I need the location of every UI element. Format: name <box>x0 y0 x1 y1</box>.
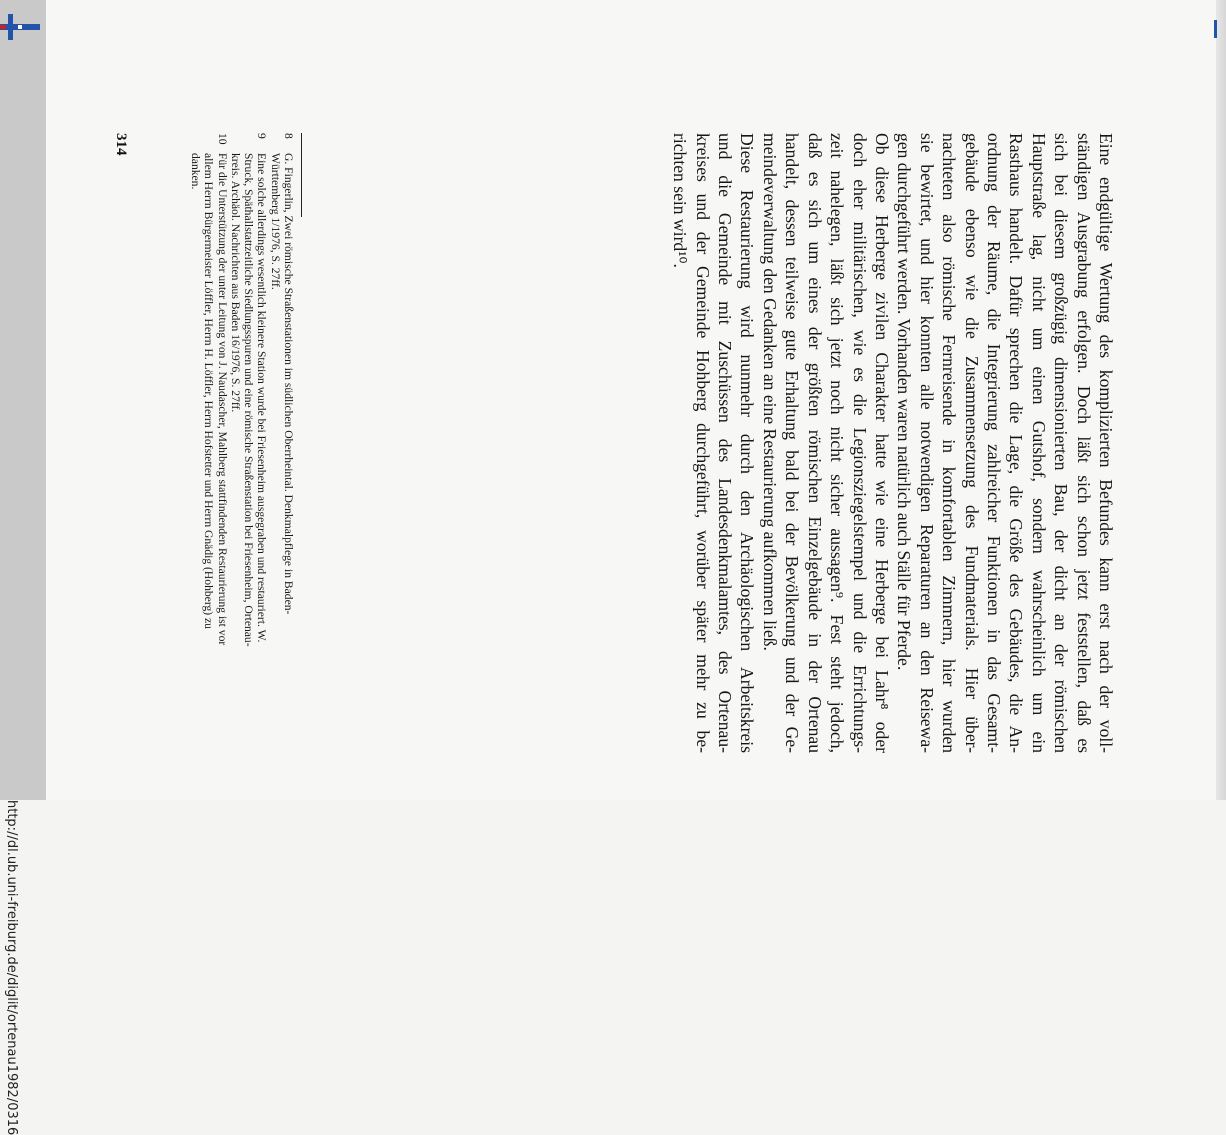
text-line: gebäude ebenso wie die Zusammensetzung des Fundmaterials. Hier über- <box>961 133 982 753</box>
text-line: sich bei diesem großzügig dimensionierten Bau, der dicht an der römischen <box>1051 133 1072 753</box>
page-number: 314 <box>113 133 129 156</box>
library-logo-icon <box>0 14 40 40</box>
footnote-number: 8 <box>282 133 295 139</box>
footnote-line: Württemberg 1/1976, S. 27ff. <box>268 153 282 290</box>
footnote-line: Für die Unterstützung der unter Leitung von J. Naudascher, Mahlberg stattfindenden Restaurierung ist vor <box>215 153 229 646</box>
text-line: sie bewirtet, und hier konnten alle notwendigen Reparaturen an den Reisewa- <box>916 133 937 753</box>
text-line: und die Gemeinde mit Zuschüssen des Landesdenkmalamtes, des Ortenau- <box>715 133 736 753</box>
text-line: Hauptstraße lag, nicht um einen Gutshof, sondern wahrscheinlich um ein <box>1028 133 1049 753</box>
watermark <box>0 800 20 1135</box>
page-edge-shadow <box>1216 0 1226 800</box>
text-line: daß es sich um eines der größten römischen Einzelgebäude in der Ortenau <box>804 133 825 753</box>
text-line: kreises und der Gemeinde Hohberg durchgeführt, worüber später mehr zu be- <box>692 133 713 753</box>
text-line: richten sein wird¹⁰. <box>670 133 691 268</box>
text-line: Eine endgültige Wertung des komplizierten Befundes kann erst nach der voll- <box>1096 133 1116 753</box>
footnote-line: allem Herrn Bürgermeister Löffler, Herrn H. Löffler, Herrn Hofstetter und Herrn Gnädig (Hohberg) zu <box>202 153 216 629</box>
footnote-line: G. Fingerlin, Zwei römische Straßenstationen im südlichen Oberrheintal. Denkmalpflege in Baden- <box>282 153 295 615</box>
viewer-side-strip <box>0 0 46 1135</box>
text-line: doch eher militärischen, wie es die Legionsziegelstempel und die Errichtungs- <box>849 133 870 753</box>
body-paragraph-2 <box>669 133 893 753</box>
footnote-number: 10 <box>215 133 229 145</box>
footnote-line: danken. <box>188 153 202 190</box>
text-line: meindeverwaltung den Gedanken an eine Restaurierung aufkommen ließ. <box>759 133 780 651</box>
text-line: handelt, dessen teilweise gute Erhaltung bald bei der Bevölkerung und der Ge- <box>782 133 803 753</box>
footnote-9 <box>229 133 269 753</box>
text-line: zeit nahelegen, läßt sich jetzt noch nicht sicher aussagen⁹. Fest steht jedoch, <box>827 133 848 753</box>
text-line: gen durchgeführt werden. Vorhanden waren natürlich auch Ställe für Pferde. <box>894 133 915 671</box>
footnote-10 <box>189 133 229 753</box>
footnote-line: Eine solche allerdings wesentlich kleinere Station wurde bei Friesenheim ausgegraben und restauriert. W. <box>255 153 269 643</box>
text-line: Ob diese Herberge zivilen Charakter hatte wie eine Herberge bei Lahr⁸ oder <box>871 133 892 753</box>
text-line: Diese Restaurierung wird nunmehr durch den Archäologischen Arbeitskreis <box>737 133 758 753</box>
footnote-number: 9 <box>255 133 269 139</box>
watermark-url: http://dl.ub.uni-freiburg.de/diglit/ortenau1982/0316 <box>4 800 19 1135</box>
footnote-text <box>229 153 269 753</box>
footnote-text <box>268 153 295 753</box>
footnote-line: Struck, Späthallstattzeitliche Siedlungsspuren und eine römische Straßenstation bei Friesenheim, Ortenau- <box>242 153 256 647</box>
footnote-text <box>189 153 229 753</box>
body-paragraph-1 <box>893 133 1117 753</box>
text-line: nachteten also römische Fernreisende in komfortablen Zimmern, hier wurden <box>939 133 960 753</box>
text-line: ständigen Ausgrabung erfolgen. Doch läßt sich schon jetzt feststellen, daß es <box>1073 133 1094 753</box>
text-line: Rasthaus handelt. Dafür sprechen die Lage, die Größe des Gebäudes, die An- <box>1006 133 1027 753</box>
footnotes <box>189 133 295 753</box>
footnote-rule <box>301 133 302 217</box>
page-marker-icon <box>1214 20 1220 38</box>
footnote-line: kreis. Archäol. Nachrichten aus Baden 16/1976, S. 27ff. <box>228 153 242 413</box>
rotated-page-content <box>113 133 1117 753</box>
text-line: ordnung der Räume, die Integrierung zahlreicher Funktionen in das Gesamt- <box>983 133 1004 753</box>
footnote-8 <box>268 133 295 753</box>
